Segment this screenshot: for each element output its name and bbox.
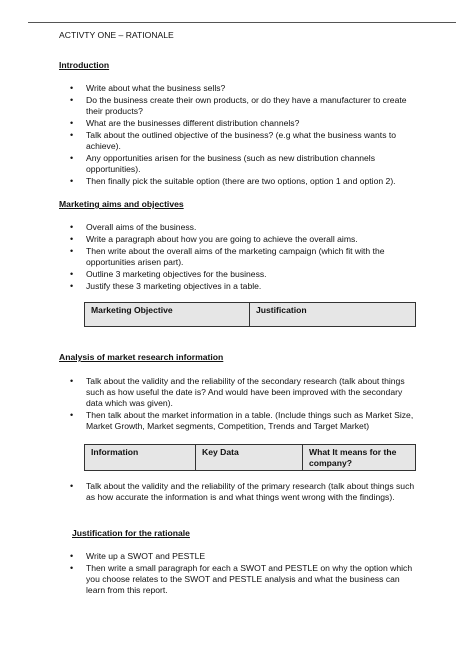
list-item: • Write about what the business sells? xyxy=(59,83,416,94)
table-row xyxy=(85,445,416,471)
table-header-cell: Marketing Objective xyxy=(85,303,250,327)
marketing-objectives-table xyxy=(84,302,416,327)
table-header-cell: Justification xyxy=(250,303,416,327)
list-item: • Outline 3 marketing objectives for the business. xyxy=(59,269,416,280)
market-information-table xyxy=(84,444,416,471)
table-header-cell: What It means for the company? xyxy=(303,445,416,471)
list-item: • Write up a SWOT and PESTLE xyxy=(59,551,416,562)
list-item: • What are the businesses different distribution channels? xyxy=(59,118,416,129)
header-rule xyxy=(28,22,456,23)
list-item: • Then write about the overall aims of the marketing campaign (which fit with the opportunities arisen part). xyxy=(59,246,416,268)
list-item: • Then finally pick the suitable option (there are two options, option 1 and option 2). xyxy=(59,176,416,187)
list-item: • Do the business create their own products, or do they have a manufacturer to create their products? xyxy=(59,95,416,117)
list-item: • Write a paragraph about how you are going to achieve the overall aims. xyxy=(59,234,416,245)
marketing-list xyxy=(59,222,416,292)
marketing-heading: Marketing aims and objectives xyxy=(59,199,184,209)
analysis-list xyxy=(59,376,416,432)
introduction-list xyxy=(59,83,416,187)
analysis-heading: Analysis of market research information xyxy=(59,352,224,362)
document-title: ACTIVTY ONE – RATIONALE xyxy=(59,30,174,40)
justification-list xyxy=(59,551,416,596)
analysis-list-after xyxy=(59,481,416,503)
list-item: • Talk about the outlined objective of the business? (e.g what the business wants to achieve). xyxy=(59,130,416,152)
list-item: • Then talk about the market information in a table. (Include things such as Market Size, Market Growth, Market segments, Competition, Trends and Target Market) xyxy=(59,410,416,432)
introduction-heading: Introduction xyxy=(59,60,110,70)
list-item: • Any opportunities arisen for the business (such as new distribution channels opportunities). xyxy=(59,153,416,175)
list-item: • Justify these 3 marketing objectives in a table. xyxy=(59,281,416,292)
list-item: • Talk about the validity and the reliability of the secondary research (talk about things such as how useful the date is? And would have been improved with the secondary data which was given). xyxy=(59,376,416,409)
table-row xyxy=(85,303,416,327)
justification-heading: Justification for the rationale xyxy=(72,528,190,538)
list-item: • Talk about the validity and the reliability of the primary research (talk about things such as how accurate the information is and what things went wrong with the findings). xyxy=(59,481,416,503)
table-header-cell: Information xyxy=(85,445,196,471)
list-item: • Then write a small paragraph for each a SWOT and PESTLE on why the option which you choose relates to the SWOT and PESTLE analysis and what the business can learn from this report. xyxy=(59,563,416,596)
table-header-cell: Key Data xyxy=(196,445,303,471)
list-item: • Overall aims of the business. xyxy=(59,222,416,233)
